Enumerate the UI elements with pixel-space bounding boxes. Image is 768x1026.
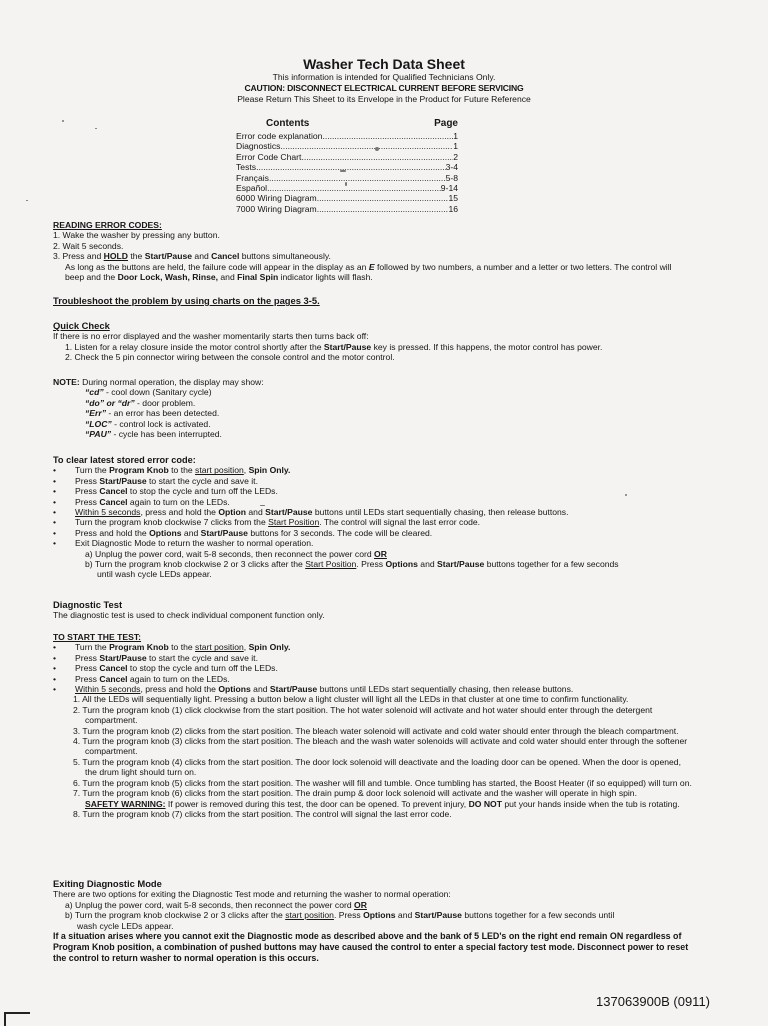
list-item: • Press Cancel to stop the cycle and turn off the LEDs.: [53, 663, 693, 673]
intro-text: This information is intended for Qualified Technicians Only.: [272, 72, 496, 82]
reading-step: 2. Wait 5 seconds.: [53, 240, 124, 251]
quick-check-item: 2. Check the 5 pin connector wiring between the console control and the motor control.: [65, 352, 395, 363]
diag-intro: The diagnostic test is used to check individual component function only.: [53, 610, 325, 621]
clear-option-b: b) Turn the program knob clockwise 2 or 3 clicks after the Start Position. Press Options and Start/Pause buttons together for a few seconds: [85, 559, 619, 570]
exit-heading: Exiting Diagnostic Mode: [53, 878, 162, 889]
toc-label: Error code explanation: [236, 131, 323, 141]
list-item: • Press Cancel again to turn on the LEDs.: [53, 674, 693, 684]
test-step: 6. Turn the program knob (5) clicks from the start position. The washer will fill and tumble. Once tumbling has started, the Boost Heater (if so equipped) will turn on.: [73, 777, 692, 788]
list-item: • Turn the Program Knob to the start position, Spin Only.: [53, 465, 693, 475]
toc-page: 1: [453, 131, 458, 141]
reading-error-codes-section: [53, 220, 693, 282]
toc-row: [236, 183, 458, 193]
toc-row: [236, 152, 458, 162]
note-code: “LOC” - control lock is activated.: [85, 418, 211, 429]
exit-option-b-cont: wash cycle LEDs appear.: [77, 920, 174, 931]
note-section: [53, 377, 693, 439]
list-item: • Press Start/Pause to start the cycle and save it.: [53, 476, 693, 486]
exit-diagnostic-section: [53, 879, 693, 963]
test-step: 1. All the LEDs will sequentially light. Pressing a button below a light cluster will light all the LEDs in that cluster at one time to confirm functionality.: [73, 694, 629, 705]
toc-row: [236, 141, 458, 151]
toc-page: 16: [448, 203, 458, 214]
toc-row: [236, 173, 458, 183]
toc-page-heading: Page: [434, 118, 458, 129]
toc-label: Error Code Chart: [236, 151, 302, 162]
diag-heading: Diagnostic Test: [53, 599, 123, 610]
test-step: 5. Turn the program knob (4) clicks from the start position. The door lock solenoid will deactivate and the loading door can be opened. When the door is opened, the drum light should turn on.: [73, 756, 681, 778]
toc-page: 3-4: [445, 162, 458, 173]
quick-check-section: [53, 321, 693, 363]
list-item: • Press Cancel to stop the cycle and turn off the LEDs.: [53, 486, 693, 496]
clear-error-section: [53, 455, 693, 580]
toc-label: 7000 Wiring Diagram: [236, 203, 317, 214]
toc-page: 2: [453, 151, 458, 162]
reading-step: 1. Wake the washer by pressing any button.: [53, 230, 220, 241]
test-step: 2. Turn the program knob (1) click clockwise from the start position. The hot water solenoid will activate and hot water should enter through the detergent compartment.: [73, 704, 653, 726]
reading-heading: READING ERROR CODES:: [53, 220, 162, 230]
test-step: 4. Turn the program knob (3) clicks from the start position. The bleach and the wash water solenoids will activate and cold water should enter through the softener compartment.: [73, 736, 688, 757]
toc-page: 9-14: [440, 183, 458, 194]
clear-heading: To clear latest stored error code:: [53, 455, 196, 465]
toc-row: [236, 162, 458, 172]
toc-label: Français: [236, 172, 269, 183]
reading-detail: As long as the buttons are held, the failure code will appear in the display as an E followed by two numbers, a number and a letter or two letters. The control will beep and the Door Lock, Wash, Rinse, and Final Spin indicator lights will flash.: [65, 261, 672, 283]
list-item: • Within 5 seconds, press and hold the Option and Start/Pause buttons until LEDs start sequentially chasing, then release buttons.: [53, 507, 693, 517]
list-item: • Turn the Program Knob to the start position, Spin Only.: [53, 642, 693, 652]
reading-step: 3. Press and HOLD the Start/Pause and Cancel buttons simultaneously.: [53, 251, 331, 262]
toc-label: Diagnostics: [236, 141, 281, 152]
factory-mode-warning: If a situation arises where you cannot exit the Diagnostic mode as described above and the bank of 5 LED's on the right end remain ON regardless of Program Knob position, a combination of pushed buttons may have caused the control to enter a special factory test mode. Disconnect power to reset the control to return washer to normal operation is this occurs.: [53, 931, 689, 963]
note-code: “do” or “dr” - door problem.: [85, 397, 196, 408]
diagnostic-test-section: [53, 600, 693, 621]
list-item: • Press Cancel again to turn on the LEDs.: [53, 497, 693, 507]
toc-page: 15: [448, 193, 458, 204]
toc-row: [236, 204, 458, 214]
test-step: 7. Turn the program knob (6) clicks from the start position. The drain pump & door lock solenoid will activate and the washer will operate in high spin. SAFETY WARNING: If power is removed during this test, the door can be opened. To prevent injury, DO NOT put your hands inside when the tub is rotating.: [73, 788, 680, 809]
toc-row: [236, 131, 458, 141]
toc-heading: Contents: [266, 118, 310, 129]
toc-row: [236, 193, 458, 203]
note-intro: NOTE: During normal operation, the display may show:: [53, 377, 264, 387]
note-code: “cd” - cool down (Sanitary cycle): [85, 387, 212, 398]
toc-label: 6000 Wiring Diagram: [236, 193, 317, 204]
note-code: “Err” - an error has been detected.: [85, 408, 220, 419]
toc-label: Tests: [236, 162, 257, 173]
document-number: 137063900B (0911): [596, 994, 710, 1009]
exit-intro: There are two options for exiting the Diagnostic Test mode and returning the washer to normal operation:: [53, 889, 451, 900]
toc-page: 1: [453, 141, 458, 152]
test-step: 8. Turn the program knob (7) clicks from the start position. The control will signal the last error code.: [73, 808, 452, 819]
list-item: • Press Start/Pause to start the cycle and save it.: [53, 653, 693, 663]
quick-check-intro: If there is no error displayed and the washer momentarily starts then turns back off:: [53, 331, 369, 342]
toc-page: 5-8: [445, 172, 458, 183]
table-of-contents: [236, 118, 458, 214]
exit-option-b: b) Turn the program knob clockwise 2 or 3 clicks after the start position. Press Options and Start/Pause buttons together for a few seconds until: [65, 910, 615, 921]
list-item: • Press and hold the Options and Start/Pause buttons for 3 seconds. The code will be cleared.: [53, 528, 693, 538]
start-test-section: [53, 632, 693, 819]
test-step: 3. Turn the program knob (2) clicks from the start position. The bleach water solenoid will activate and cold water should enter through the bleach compartment.: [73, 725, 679, 736]
toc-header: [236, 118, 458, 130]
list-item: • Turn the program knob clockwise 7 clicks from the Start Position. The control will signal the last error code.: [53, 517, 693, 527]
start-test-heading: TO START THE TEST:: [53, 632, 142, 642]
list-item: • Within 5 seconds, press and hold the Options and Start/Pause buttons until LEDs start sequentially chasing, then release buttons.: [53, 684, 693, 694]
note-code: “PAU” - cycle has been interrupted.: [85, 429, 222, 440]
exit-option-a: a) Unplug the power cord, wait 5-8 seconds, then reconnect the power cord OR: [65, 899, 367, 910]
quick-check-heading: Quick Check: [53, 320, 110, 331]
clear-option-a: a) Unplug the power cord, wait 5-8 seconds, then reconnect the power cord OR: [85, 548, 387, 559]
troubleshoot-link: Troubleshoot the problem by using charts on the pages 3-5.: [53, 295, 320, 306]
list-item: • Exit Diagnostic Mode to return the washer to normal operation.: [53, 538, 693, 548]
toc-label: Español: [236, 183, 268, 194]
start-test-steps: [53, 642, 693, 694]
clear-option-b-cont: until wash cycle LEDs appear.: [97, 569, 212, 580]
clear-steps: [53, 465, 693, 548]
return-note: Please Return This Sheet to its Envelope in the Product for Future Reference: [237, 94, 531, 104]
caution-text: CAUTION: DISCONNECT ELECTRICAL CURRENT BEFORE SERVICING: [244, 83, 524, 93]
page-title: Washer Tech Data Sheet: [303, 56, 465, 72]
quick-check-item: 1. Listen for a relay closure inside the motor control shortly after the Start/Pause key is pressed. If this happens, the motor control has power.: [65, 341, 603, 352]
